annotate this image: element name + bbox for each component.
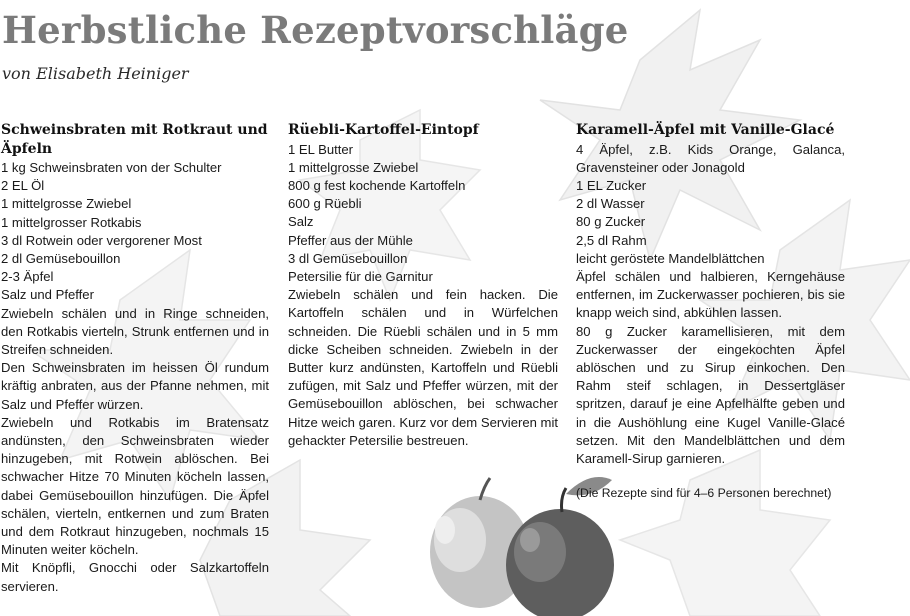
ingredient-item: Pfeffer aus der Mühle — [288, 232, 413, 248]
ingredient-item: 1 mittelgrosse Zwiebel — [288, 159, 419, 175]
instruction-paragraph: Zwiebeln schälen und fein hacken. Die Kartoffeln schälen und in Würfelchen schneiden. Die Rüebli schälen und in 5 mm dicke Scheiben schneiden. Zwiebeln in der Butter kurz andünsten, Kartoffeln und Rüebli zufügen, mit Salz und Pfeffer würzen, mit der Gemüsebouillon ablöschen, bei schwacher Hitze weich garen. Kurz vor dem Servieren mit gehackter Petersilie bestreuen. — [288, 287, 558, 448]
ingredient-item: 4 Äpfel, z.B. Kids Orange, Galanca, Gravensteiner oder Jonagold — [576, 141, 845, 175]
ingredient-list — [288, 141, 558, 287]
page-title: Herbstliche Rezeptvorschläge — [2, 8, 629, 52]
instruction-paragraph: Den Schweinsbraten im heissen Öl rundum kräftig anbraten, aus der Pfanne nehmen, mit Salz und Pfeffer würzen. — [1, 360, 269, 412]
ingredient-item: Salz und Pfeffer — [1, 287, 94, 303]
ingredient-list — [576, 141, 845, 268]
ingredient-item: 2 EL Öl — [1, 178, 45, 194]
ingredient-list — [1, 159, 269, 305]
recipe-schweinsbraten — [1, 121, 269, 596]
servings-note: (Die Rezepte sind für 4–6 Personen berechnet) — [576, 486, 832, 501]
ingredient-item: 1 EL Butter — [288, 141, 354, 157]
ingredient-item: Petersilie für die Garnitur — [288, 268, 433, 284]
ingredient-item: 1 mittelgrosse Zwiebel — [1, 196, 132, 212]
ingredient-item: 1 EL Zucker — [576, 177, 647, 193]
recipe-title: Schweinsbraten mit Rotkraut und Äpfeln — [1, 122, 268, 157]
author-byline: von Elisabeth Heiniger — [2, 64, 189, 83]
ingredient-item: 3 dl Gemüsebouillon — [288, 250, 408, 266]
recipe-title: Karamell-Äpfel mit Vanille-Glacé — [576, 122, 835, 138]
instruction-paragraph: Zwiebeln schälen und in Ringe schneiden, den Rotkabis vierteln, Strunk entfernen und in Streifen schneiden. — [1, 305, 269, 358]
ingredient-item: Salz — [288, 214, 314, 230]
ingredient-item: 3 dl Rotwein oder vergorener Most — [1, 232, 202, 248]
ingredient-item: 800 g fest kochende Kartoffeln — [288, 177, 466, 193]
instruction-paragraph: 80 g Zucker karamellisieren, mit dem Zuckerwasser der eingekochten Äpfel ablöschen und zu Sirup einkochen. Den Rahm steif schlagen, in Dessertgläser spritzen, darauf je eine Apfelhälfte geben und in die Aushöhlung eine Kugel Vanille-Glacé setzen. Mit den Mandelblättchen und dem Karamell-Sirup garnieren. — [576, 323, 845, 466]
ingredient-item: 1 kg Schweinsbraten von der Schulter — [1, 160, 222, 175]
ingredient-item: 2 dl Gemüsebouillon — [1, 251, 121, 267]
ingredient-item: 2 dl Wasser — [576, 196, 645, 212]
ingredient-item: leicht geröstete Mandelblättchen — [576, 250, 765, 266]
ingredient-item: 80 g Zucker — [576, 214, 646, 230]
ingredient-item: 2-3 Äpfel — [1, 269, 54, 285]
instruction-paragraph: Mit Knöpfli, Gnocchi oder Salzkartoffeln servieren. — [1, 560, 269, 594]
recipe-rueebli-eintopf — [288, 121, 558, 450]
recipe-karamell-aepfel — [576, 121, 845, 502]
ingredient-item: 2,5 dl Rahm — [576, 232, 647, 248]
instruction-paragraph: Äpfel schälen und halbieren, Kerngehäuse entfernen, im Zuckerwasser pochieren, bis sie knapp weich sind, abkühlen lassen. — [576, 268, 845, 321]
instruction-paragraph: Zwiebeln und Rotkabis im Bratensatz andünsten, den Schweinsbraten wieder hinzugeben, mit Rotwein ablöschen. Bei schwacher Hitze 70 Minuten köcheln lassen, dabei Gemüsebouillon hinzufügen. Die Äpfel schälen, vierteln, entkernen und zum Braten und dem Rotkraut hinzugeben, nochmals 15 Minuten weiter köcheln. — [1, 414, 269, 558]
ingredient-item: 600 g Rüebli — [288, 196, 362, 212]
ingredient-item: 1 mittelgrosser Rotkabis — [1, 214, 142, 230]
recipe-title: Rüebli-Kartoffel-Eintopf — [288, 122, 479, 138]
